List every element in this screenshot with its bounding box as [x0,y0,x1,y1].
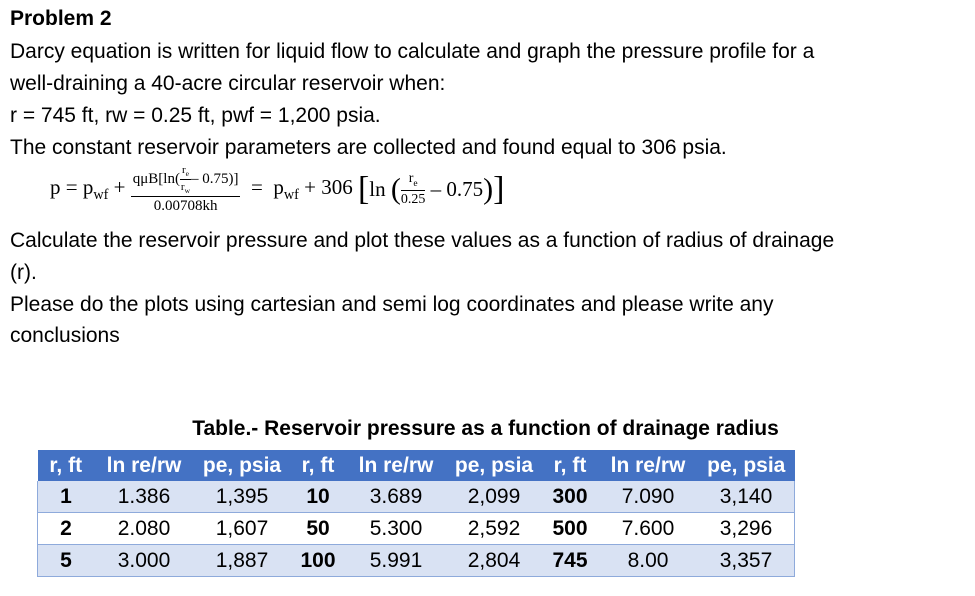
problem-text-line-4: The constant reservoir parameters are collected and found equal to 306 psia. [10,136,727,159]
eq-rhs-den: 0.25 [400,192,426,208]
table-cell: 50 [290,513,346,545]
eq-wf-sub: wf [93,187,109,204]
eq-num-tail: – 0.75)] [190,171,239,188]
col-header: ln re/rw [598,450,698,481]
table-caption-text: Table.- Reservoir pressure as a function of drainage radius [192,417,779,440]
eq-re: r [181,164,186,176]
col-header: pe, psia [698,450,795,481]
table-cell: 3,140 [698,481,795,513]
eq-rhs-306: + 306 [304,175,353,200]
pressure-table [37,450,795,577]
table-cell: 2,099 [446,481,542,513]
problem-text-line-2: well-draining a 40-acre circular reservoir when: [10,72,446,95]
eq-rhs-e-sub: e [413,179,418,190]
table-cell: 3,296 [698,513,795,545]
problem-text-line-8: conclusions [10,324,120,347]
eq-ln: ln [369,177,386,202]
table-cell: 745 [542,545,598,577]
table-row [38,513,795,545]
eq-equals: = [250,175,263,200]
table-header-row [38,450,795,481]
table-cell: 1,395 [194,481,290,513]
table-cell: 3.000 [94,545,194,577]
table-row [38,481,795,513]
eq-w-sub: w [184,186,190,196]
table-row [38,545,795,577]
table-cell: 3.689 [346,481,446,513]
table-cell: 2,592 [446,513,542,545]
eq-rhs-minus: – 0.75 [430,177,484,202]
table-cell: 3,357 [698,545,795,577]
table-cell: 8.00 [598,545,698,577]
table-cell: 2,804 [446,545,542,577]
col-header: r, ft [290,450,346,481]
table-cell: 5.991 [346,545,446,577]
problem-text-line-5: Calculate the reservoir pressure and plot these values as a function of radius of drainage [10,229,835,252]
table-cell: 7.600 [598,513,698,545]
col-header: pe, psia [446,450,542,481]
table-cell: 1.386 [94,481,194,513]
eq-rw: r [180,181,185,194]
table-cell: 500 [542,513,598,545]
eq-rhs-re: r [408,171,414,187]
table-cell: 1 [38,481,95,513]
problem-text-line-3: r = 745 ft, rw = 0.25 ft, pwf = 1,200 psia. [10,104,381,127]
eq-denominator: 0.00708kh [153,198,218,215]
eq-plus: + [113,175,126,200]
darcy-equation: $p = p_{wf}$ + qμB[ln( $\frac{r_e}{r_w}$ – 0.75)] 0.00708kh = $p_{wf} + 306$ [ln ( $\frac{r_e}{0.25}$ – 0.75)] [50,164,505,215]
problem-title: Problem 2 [10,7,112,30]
table-cell: 300 [542,481,598,513]
problem-text-line-1: Darcy equation is written for liquid flow to calculate and graph the pressure profile for a [10,40,815,63]
table-cell: 100 [290,545,346,577]
problem-text-line-7: Please do the plots using cartesian and semi log coordinates and please write any [10,293,774,316]
eq-rhs-p: p [273,175,284,200]
eq-e-sub: e [185,169,189,179]
table-cell: 2 [38,513,95,545]
col-header: r, ft [542,450,598,481]
table-cell: 10 [290,481,346,513]
problem-text-line-6: (r). [10,261,37,284]
table-cell: 5 [38,545,95,577]
eq-rhs-wf-sub: wf [283,187,299,204]
table-cell: 2.080 [94,513,194,545]
col-header: pe, psia [194,450,290,481]
eq-fraction-left [131,164,241,215]
table-cell: 1,607 [194,513,290,545]
table-cell: 1,887 [194,545,290,577]
table-cell: 7.090 [598,481,698,513]
col-header: ln re/rw [346,450,446,481]
col-header: ln re/rw [94,450,194,481]
table-cell: 5.300 [346,513,446,545]
eq-lhs: p = p [50,175,94,200]
table-caption [0,417,975,441]
col-header: r, ft [38,450,95,481]
eq-numerator: qμB[ln( [132,171,180,188]
